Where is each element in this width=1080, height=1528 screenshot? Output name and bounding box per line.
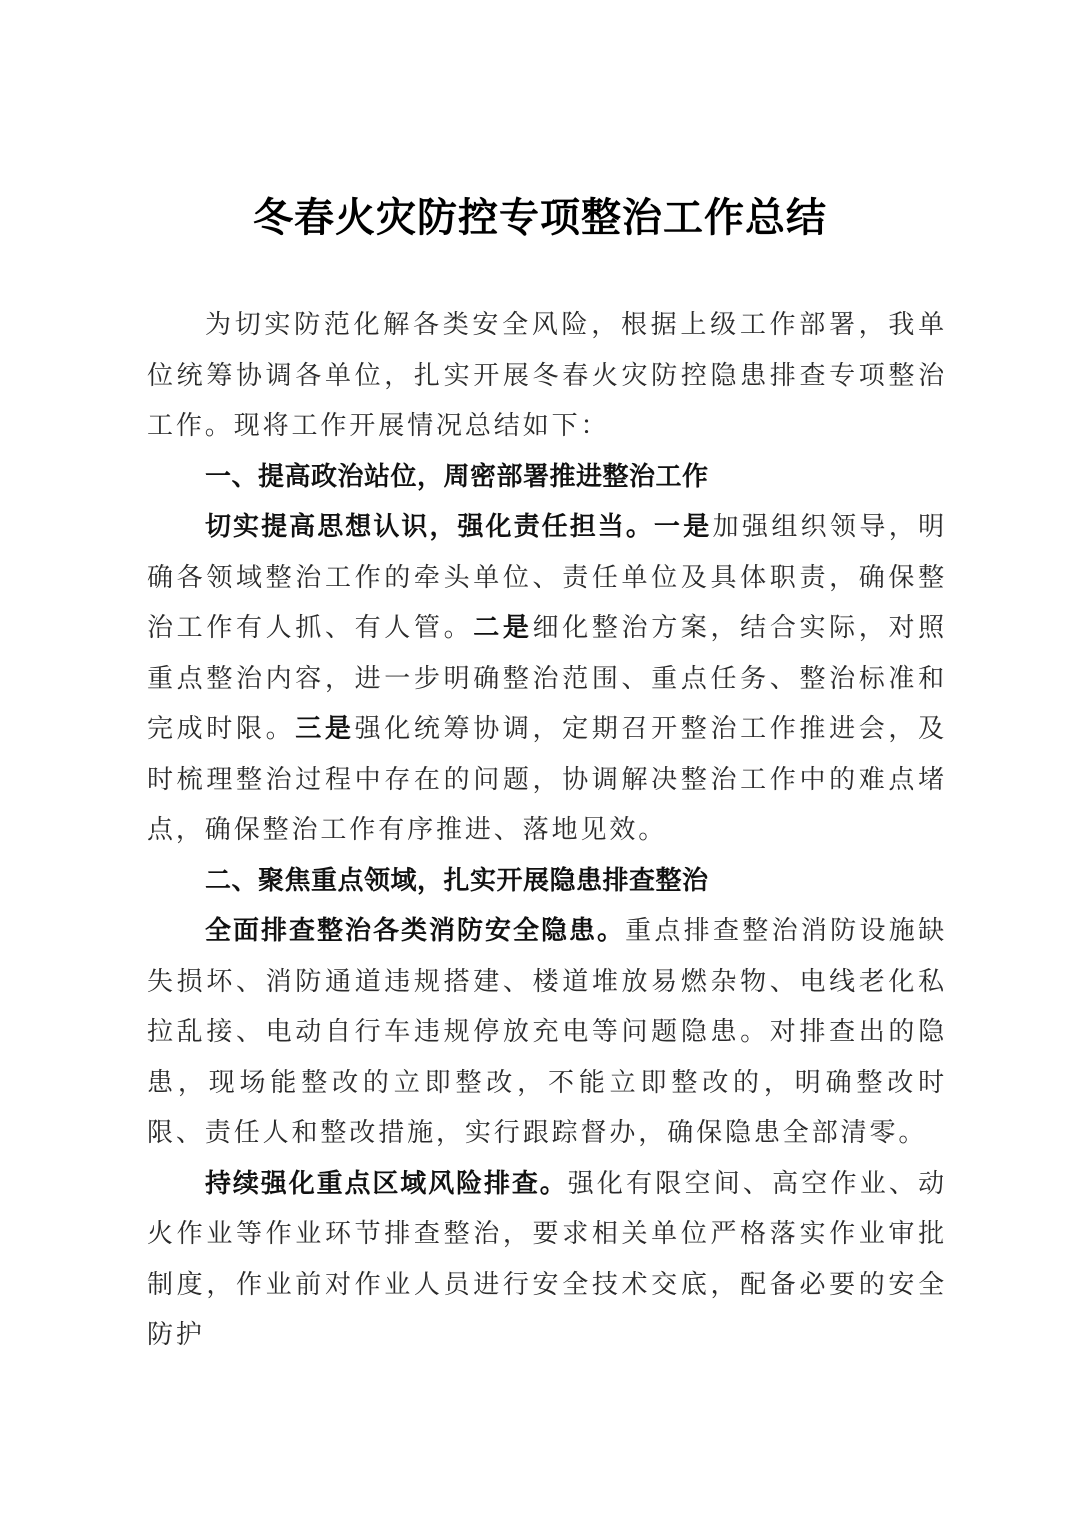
document-title: 冬春火灾防控专项整治工作总结 [253, 194, 827, 241]
paragraph-lead: 持续强化重点区域风险排查。 [205, 1168, 568, 1199]
ordinal-marker: 二是 [473, 613, 533, 643]
intro-paragraph: 为切实防范化解各类安全风险，根据上级工作部署，我单位统筹协调各单位，扎实开展冬春火灾防控隐患排查专项整治工作。现将工作开展情况总结如下： [147, 310, 947, 441]
ordinal-marker: 三是 [295, 714, 355, 744]
paragraph-lead: 切实提高思想认识，强化责任担当。 [205, 512, 654, 542]
paragraph-text: 细化整治方案，结合实际，对照重点整治内容，进一步明确整治范围、重点任务、整治标准和完成时限。 [147, 613, 947, 744]
paragraph-text: 强化统筹协调，定期召开整治工作推进会，及时梳理整治过程中存在的问题，协调解决整治工作中的难点堵点，确保整治工作有序推进、落地见效。 [147, 714, 947, 845]
section-heading-2: 二、聚焦重点领域，扎实开展隐患排查整治 [205, 865, 709, 896]
paragraph-text: 加强组织领导，明确各领域整治工作的牵头单位、责任单位及具体职责，确保整治工作有人抓、有人管。 [147, 512, 947, 643]
paragraph-lead: 全面排查整治各类消防安全隐患。 [205, 916, 626, 946]
section-2-paragraph-1 [147, 906, 947, 1159]
section-heading-1: 一、提高政治站位，周密部署推进整治工作 [205, 461, 709, 492]
paragraph-text: 重点排查整治消防设施缺失损坏、消防通道违规搭建、楼道堆放易燃杂物、电线老化私拉乱接、电动自行车违规停放充电等问题隐患。对排查出的隐患，现场能整改的立即整改，不能立即整改的，明确整改时限、责任人和整改措施，实行跟踪督办，确保隐患全部清零。 [147, 916, 947, 1148]
paragraph-text: 强化有限空间、高空作业、动火作业等作业环节排查整治，要求相关单位严格落实作业审批制度，作业前对作业人员进行安全技术交底，配备必要的安全防护 [147, 1168, 947, 1350]
ordinal-marker: 一是 [653, 512, 713, 542]
section-2-paragraph-2 [147, 1159, 947, 1361]
section-1-paragraph-1 [147, 502, 947, 856]
document-body [147, 300, 947, 1361]
